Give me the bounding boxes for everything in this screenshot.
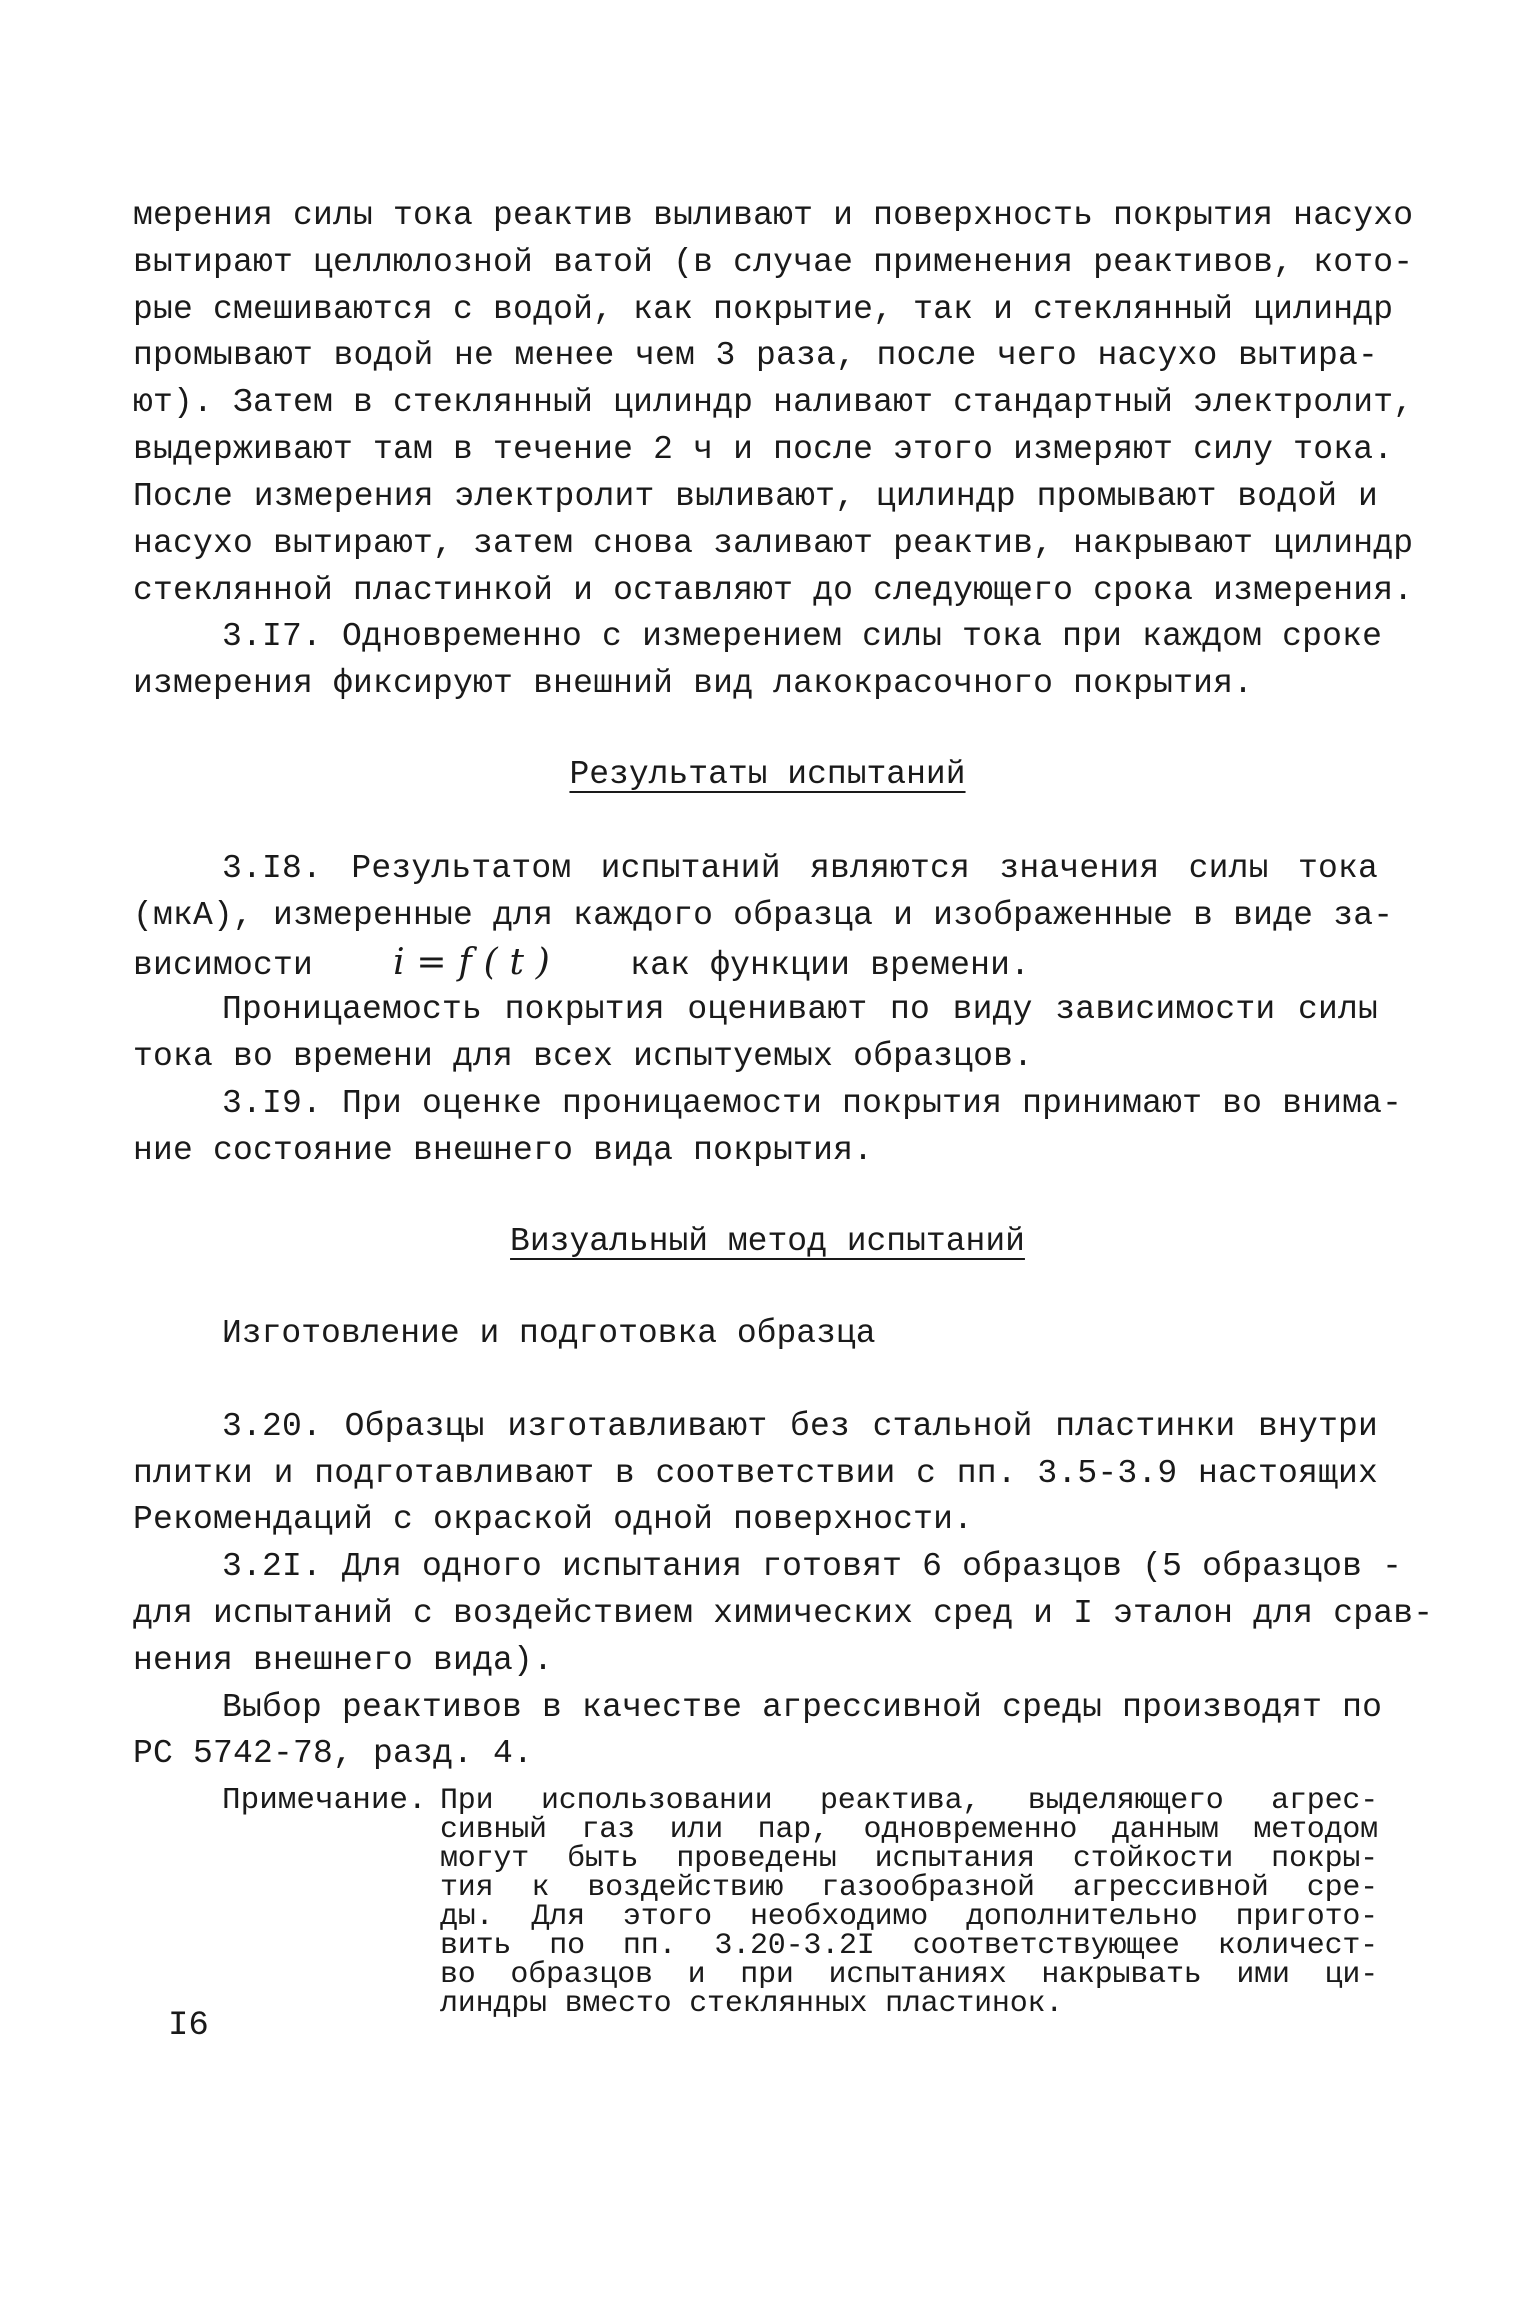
section-heading-results — [0, 752, 1535, 798]
paragraph-3-19-line: ние состояние внешнего вида покрытия. — [133, 1132, 874, 1169]
note-line: При использовании реактива, выделяющего агрес- — [440, 1784, 1378, 1818]
paragraph-3-21-line: нения внешнего вида). — [133, 1642, 554, 1679]
reagents-line: Выбор реактивов в качестве агрессивной среды производят по — [222, 1689, 1383, 1726]
section-heading-visual-method-text: Визуальный метод испытаний — [510, 1223, 1025, 1260]
note-line: линдры вместо стеклянных пластинок. — [440, 1987, 1064, 2021]
note-line: могут быть проведены испытания стойкости покры- — [440, 1842, 1378, 1876]
note-line: сивный газ или пар, одновременно данным методом — [440, 1813, 1378, 1847]
paragraph-3-20-line: плитки и подготавливают в соответствии с пп. 3.5-3.9 настоящих — [133, 1455, 1378, 1492]
note-line: во образцов и при испытаниях накрывать ими ци- — [440, 1958, 1378, 1992]
text-line: выдерживают там в течение 2 ч и после этого измеряют силу тока. — [133, 431, 1394, 468]
text-line: ют). Затем в стеклянный цилиндр наливают стандартный электролит, — [133, 384, 1414, 421]
text-line: насухо вытирают, затем снова заливают реактив, накрывают цилиндр — [133, 525, 1414, 562]
text-line: промывают водой не менее чем 3 раза, после чего насухо вытира- — [133, 337, 1378, 374]
text-line: вытирают целлюлозной ватой (в случае применения реактивов, кото- — [133, 244, 1414, 281]
paragraph-3-18-line: (мкА), измеренные для каждого образца и изображенные в виде за- — [133, 897, 1394, 934]
text-line: мерения силы тока реактив выливают и поверхность покрытия насухо — [133, 197, 1414, 234]
section-heading-results-text: Результаты испытаний — [569, 756, 966, 793]
note-label: Примечание. — [222, 1783, 427, 1818]
paragraph-3-21-line: для испытаний с воздействием химических сред и I эталон для срав- — [133, 1595, 1434, 1632]
reagents-line: РС 5742-78, разд. 4. — [133, 1735, 534, 1772]
text-line: стеклянной пластинкой и оставляют до следующего срока измерения. — [133, 572, 1414, 609]
page-number: I6 — [168, 2007, 209, 2045]
paragraph-3-20-line: Рекомендаций с окраской одной поверхности. — [133, 1501, 974, 1538]
formula-suffix: как функции времени. — [630, 947, 1031, 984]
text-line: рые смешиваются с водой, как покрытие, так и стеклянный цилиндр — [133, 291, 1394, 328]
note-line: ды. Для этого необходимо дополнительно пригото- — [440, 1900, 1378, 1934]
permeability-line: Проницаемость покрытия оценивают по виду зависимости силы — [222, 991, 1378, 1028]
paragraph-3-21-line: 3.2I. Для одного испытания готовят 6 образцов (5 образцов - — [222, 1548, 1403, 1585]
paragraph-3-17-line: 3.I7. Одновременно с измерением силы тока при каждом сроке — [222, 618, 1383, 655]
note-line: тия к воздействию газообразной агрессивной сре- — [440, 1871, 1378, 1905]
formula: i = f ( t ) — [393, 942, 551, 983]
text-line: После измерения электролит выливают, цилиндр промывают водой и — [133, 478, 1378, 515]
section-heading-visual-method — [0, 1219, 1535, 1265]
formula-prefix: висимости — [133, 947, 314, 984]
subheading-sample-preparation: Изготовление и подготовка образца — [222, 1315, 876, 1352]
paragraph-3-18-formula-line — [133, 940, 1378, 986]
paragraph-3-18-line: 3.I8. Результатом испытаний являются значения силы тока — [222, 850, 1378, 887]
paragraph-3-20-line: 3.20. Образцы изготавливают без стальной пластинки внутри — [222, 1408, 1378, 1445]
permeability-line: тока во времени для всех испытуемых образцов. — [133, 1038, 1034, 1075]
paragraph-3-17-line: измерения фиксируют внешний вид лакокрасочного покрытия. — [133, 665, 1254, 702]
note-line: вить по пп. 3.20-3.2I соответствующее количест- — [440, 1929, 1378, 1963]
paragraph-3-19-line: 3.I9. При оценке проницаемости покрытия принимают во внима- — [222, 1085, 1403, 1122]
